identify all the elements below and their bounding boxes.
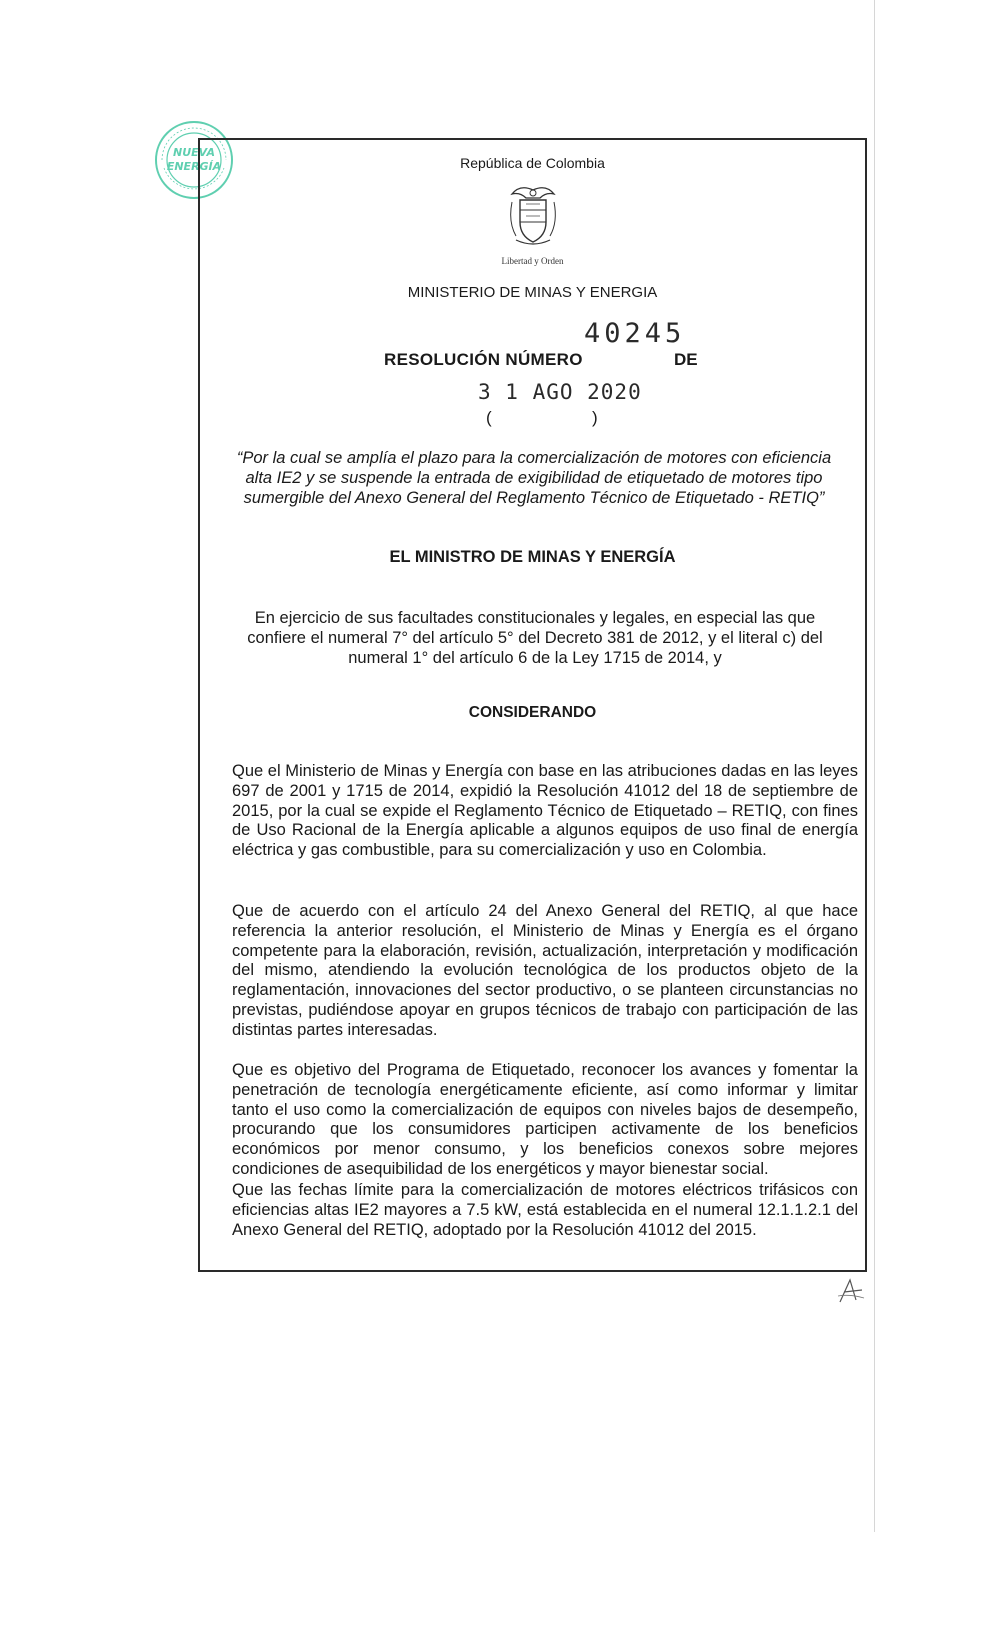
resolution-date-stamp: 3 1 AGO 2020	[478, 380, 642, 404]
lema-text: Libertad y Orden	[501, 256, 564, 266]
issuer-heading: EL MINISTRO DE MINAS Y ENERGÍA	[389, 548, 676, 566]
resolution-de-label: DE	[674, 350, 698, 369]
considerando-paragraph: Que es objetivo del Programa de Etiquetado, reconocer los avances y fomentar la penetración de tecnología energéticamente eficiente, así como informar y limitar tanto el uso como la comercialización de equipos con niveles bajos de desempeño, procurando que los consumidores participen activamente de los beneficios económicos por menor consumo, y los beneficios conexos sobre mejores condiciones de asequibilidad de los energéticos y mayor bienestar social.	[232, 1061, 858, 1178]
svg-text:NUEVA: NUEVA	[173, 146, 215, 159]
considerando-heading: CONSIDERANDO	[468, 704, 597, 721]
considerando-paragraph: Que las fechas límite para la comercialización de motores eléctricos trifásicos con eficiencias altas IE2 mayores a 7.5 kW, está establecida en el numeral 12.1.1.2.1 del Anexo General del RETIQ, adoptado por la Resolución 41012 del 2015.	[232, 1181, 858, 1239]
paren-open: (	[486, 408, 492, 427]
svg-text:ENERGÍA: ENERGÍA	[166, 160, 222, 173]
republica-heading: República de Colombia	[460, 155, 605, 171]
resolution-title: “Por la cual se amplía el plazo para la comercialización de motores con eficiencia alta IE2 y se suspende la entrada de exigibilidad de etiquetado de motores tipo sumergible del Anexo General del Reglamento Técnico de Etiquetado - RETIQ”	[236, 449, 832, 507]
faculties-paragraph: En ejercicio de sus facultades constitucionales y legales, en especial las que confiere el numeral 7° del artículo 5° del Decreto 381 de 2012, y el literal c) del numeral 1° del artículo 6 de la Ley 1715 de 2014, y	[247, 609, 823, 667]
handwritten-initial-mark	[836, 1276, 866, 1306]
considerando-paragraph: Que de acuerdo con el artículo 24 del Anexo General del RETIQ, al que hace referencia la anterior resolución, el Ministerio de Minas y Energía es el órgano competente para la elaboración, revisión, actualización, interpretación y modificación del mismo, atendiendo la evolución tecnológica de los productos objeto de la reglamentación, innovaciones del sector productivo, o se planteen circunstancias no previstas, pudiéndose apoyar en grupos técnicos de trabajo con participación de las distintas partes interesadas.	[232, 902, 858, 1039]
coat-of-arms-icon	[506, 182, 560, 254]
resolution-number-label: RESOLUCIÓN NÚMERO	[384, 350, 583, 369]
paren-close: )	[592, 408, 598, 427]
resolution-number: 40245	[584, 318, 686, 349]
ministerio-heading: MINISTERIO DE MINAS Y ENERGIA	[407, 284, 658, 301]
considerando-paragraph: Que el Ministerio de Minas y Energía con base en las atribuciones dadas en las leyes 697 de 2001 y 1715 de 2014, expidió la Resolución 41012 del 18 de septiembre de 2015, por la cual se expide el Reglamento Técnico de Etiquetado – RETIQ, con fines de Uso Racional de la Energía aplicable a algunos equipos de uso final de energía eléctrica y gas combustible, para su comercialización y uso en Colombia.	[232, 762, 858, 860]
scan-edge-line	[874, 0, 875, 1532]
